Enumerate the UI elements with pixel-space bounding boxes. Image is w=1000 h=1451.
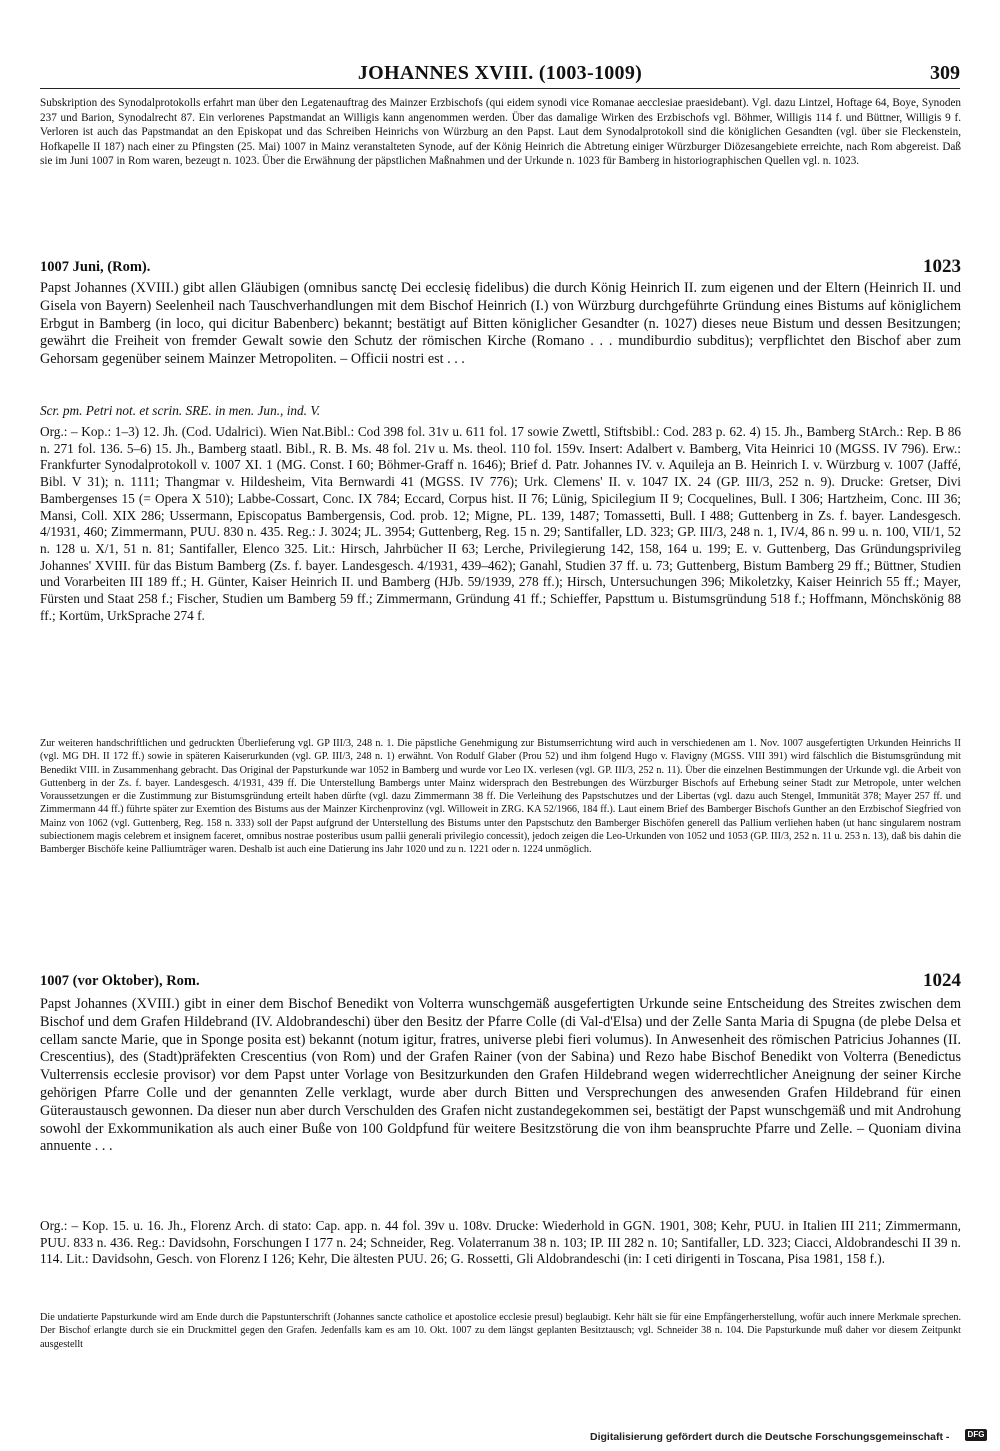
running-header bbox=[40, 62, 960, 89]
intro-note: Subskription des Synodalprotokolls erfahrt man über den Legatenauftrag des Mainzer Erzbischofs (qui eidem synodi vice Romanae aecclesiae praesidebant). Vgl. dazu Lintzel, Hoftage 64, Boye, Synoden 237 und Barion, Synodalrecht 87. Ein verlorenes Papstmandat an Willigis kann angenommen werden. Über das damalige Wirken des Erzbischofs vgl. Böhmer, Willigis 114 f. und Büttner, Willigis 9 f. Verloren ist auch das Papstmandat an den Episkopat und das Schreiben Heinrichs von Würzburg an den Papst. Laut dem Synodalprotokoll sind die königlichen Gesandten (vgl. über sie Fleckenstein, Hofkapelle II 187) nach einer zu Pfingsten (25. Mai) 1007 in Mainz veranstalteten Synode, auf der König Heinrich die Abtretung einiger Würzburger Diözesangebiete erreichte, nach Rom abgereist. Daß sie im Juni 1007 in Rom waren, bezeugt n. 1023. Über die Erwähnung der päpstlichen Maßnahmen und der Urkunde n. 1023 für Bamberg in historiographischen Quellen vgl. n. 1023. bbox=[40, 97, 961, 168]
regest-1023-heading bbox=[40, 256, 961, 278]
page-header-title: JOHANNES XVIII. (1003-1009) bbox=[357, 62, 643, 84]
regest-1024-commentary: Die undatierte Papsturkunde wird am Ende durch die Papstunterschrift (Johannes sancte catholice et apostolice ecclesie presul) beglaubigt. Kehr hält sie für eine Empfängerherstellung, wofür auch innere Merkmale sprechen. Der Bischof erlangte durch sie ein Druckmittel gegen den Grafen. Jedenfalls kam es am 10. Okt. 1007 zu dem längst geplanten Besitztausch; vgl. Schneider 38 n. 104. Die Papsturkunde muß daher vor diesem Zeitpunkt ausgestellt bbox=[40, 1312, 961, 1350]
regest-1023-commentary: Zur weiteren handschriftlichen und gedruckten Überlieferung vgl. GP III/3, 248 n. 1. Die päpstliche Genehmigung zur Bistumserrichtung wird auch in verschiedenen am 1. Nov. 1007 ausgefertigten Urkunden Heinrichs II (vgl. MG DH. II 172 ff.) sowie in späteren Kaiserurkunden (vgl. GP. III/3, 248 n. 1) erwähnt. Von Rodulf Glaber (Prou 52) und ihm folgend Hugo v. Flavigny (MGSS. VIII 391) wird fälschlich die Bistumsgründung mit Benedikt VIII. in Zusammenhang gebracht. Das Original der Papsturkunde war 1052 in Bamberg und wurde vor Leo IX. verlesen (vgl. GP. III/3, 252 n. 11). Über die einzelnen Bestimmungen der Urkunde vgl. die Arbeit von Guttenberg in der Zs. f. bayer. Landesgesch. 4/1931, 439 ff. Die Unterstellung Bambergs unter Mainz widersprach den Bestrebungen des Würzburger Bischofs auf Erhebung seiner Stadt zur Metropole, unter welchen Voraussetzungen er die Zustimmung zur Bistumsgründung erteilt haben dürfte (vgl. dazu Zimmermann 38 ff. Die Verleihung des Papstschutzes und der Libertas (vgl. dazu auch Stengel, Immunität 378; Mayer 257 ff. und Zimmermann 44 ff.) führte später zur Exemtion des Bistums aus der Mainzer Kirchenprovinz (vgl. Willoweit in ZRG. KA 52/1966, 184 ff.). Laut einem Brief des Bamberger Bischofs Gunther an den Erzbischof Siegfried von Mainz von 1062 (vgl. Guttenberg, Reg. 158 n. 333) soll der Papst aufgrund der Unterstellung des Bistums unter den Papstschutz den Bamberger Bischöfen generell das Pallium verliehen haben (ut hanc singularem nostram subiectionem magis celebrem et insignem faceret, omnibus nostrae posteribus usum pallii generali privilegio concessit), jedoch zeigen die Leo-Urkunden von 1052 und 1053 (GP. III/3, 252 n. 11 u. 253 n. 13), daß bis dahin die Bamberger Bischöfe keine Palliumträger waren. Deshalb ist auch eine Datierung ins Jahr 1020 und zu n. 1221 oder n. 1224 unmöglich. bbox=[40, 738, 961, 856]
dfg-logo: DFG bbox=[965, 1429, 987, 1441]
regest-1024-heading bbox=[40, 970, 961, 992]
regest-date: 1007 (vor Oktober), Rom. bbox=[40, 973, 200, 989]
regest-1023-subscription: Scr. pm. Petri not. et scrin. SRE. in men. Jun., ind. V. bbox=[40, 403, 321, 418]
regest-1024-sources: Org.: – Kop. 15. u. 16. Jh., Florenz Arch. di stato: Cap. app. n. 44 fol. 39v u. 108v. Drucke: Wiederhold in GGN. 1901, 308; Kehr, PUU. in Italien III 211; Zimmermann, PUU. 833 n. 436. Reg.: Davidsohn, Forschungen I 177 n. 24; Schneider, Reg. Volaterranum 38 n. 103; IP. III 282 n. 10; Santifaller, LD. 323; Ciacci, Aldobrandeschi II 39 n. 114. Lit.: Davidsohn, Gesch. von Florenz I 126; Kehr, Die ältesten PUU. 26; G. Rossetti, Gli Aldobrandeschi (in: I ceti dirigenti in Toscana, Pisa 1981, 158 f.). bbox=[40, 1218, 961, 1267]
regest-1024-text: Papst Johannes (XVIII.) gibt in einer dem Bischof Benedikt von Volterra wunschgemäß ausgefertigten Urkunde seine Entscheidung des Streites zwischen dem Bischof und dem Grafen Hildebrand (IV. Aldobrandeschi) über den Besitz der Pfarre Colle (di Val-d'Elsa) und der Zelle Santa Maria di Spugna (de plebe Delsa et cellam sancte Marie, que in Sponge posita est) bekannt (notum igitur, fratres, universe plebi fieri volumus). In Anwesenheit des römischen Patricius Johannes (II. Crescentius), des (Stadt)präfekten Crescentius (von Rom) und der Grafen Rainer (von der Sabina) und Rezo habe Bischof Benedikt von Volterra (Benedictus Vulterrensis ecclesie provisor) vor dem Papst unter Vorlage von Besitzurkunden den Grafen Hildebrand wegen widerrechtlicher Aneignung der seiner Kirche gehörigen Pfarre Colle und der genannten Zelle verklagt, wurde aber durch Bitten und Versprechungen des anwesenden Grafen Hildebrand für einen Güteraustausch gewonnen. Da dieser nun aber durch Verschulden des Grafen nicht zustandegekommen sei, bestätigt der Papst wunschgemäß und mit Androhung sowohl der Exkommunikation als auch einer Buße von 100 Goldpfund für weitere Besitzstörung die von ihm beanspruchte Pfarre und Zelle. – Quoniam divina annuente . . . bbox=[40, 996, 961, 1155]
regest-1023-sources: Org.: – Kop.: 1–3) 12. Jh. (Cod. Udalrici). Wien Nat.Bibl.: Cod 398 fol. 31v u. 611 fol. 17 sowie Zwettl, Stiftsbibl.: Cod. 283 p. 62. 4) 15. Jh., Bamberg StArch.: Rep. B 86 n. 271 fol. 136. 5–6) 15. Jh., Bamberg staatl. Bibl., R. B. Ms. 48 fol. 21v u. Ms. theol. 110 fol. 159v. Insert: Adalbert v. Bamberg, Vita Heinrici 10 (MGSS. IV 796). Erw.: Frankfurter Synodalprotokoll v. 1007 XI. 1 (MG. Const. I 60; Böhmer-Graff n. 1646); Brief d. Patr. Johannes IV. v. Aquileja an B. Heinrich I. v. Würzburg v. 1007 (Jaffé, Bibl. V 31); n. 1111; Thangmar v. Hildesheim, Vita Bernwardi 41 (MGSS. IV 776); Urk. Clemens' II. v. 1047 IX. 24 (GP. III/3, 252 n. 9). Drucke: Gretser, Divi Bambergenses 15 (= Opera X 510); Labbe-Cossart, Conc. IX 784; Eccard, Corpus hist. II 76; Lünig, Spicilegium II 9; Cocquelines, Bull. I 306; Hartzheim, Conc. III 36; Mansi, Coll. XIX 286; Ussermann, Episcopatus Bambergensis, Cod. prob. 12; Migne, PL. 139, 1487; Tomassetti, Bull. I 488; Guttenberg in Zs. f. bayer. Landesgesch. 4/1931, 460; Zimmermann, PUU. 830 n. 435. Reg.: J. 3024; JL. 3954; Guttenberg, Reg. 15 n. 29; Santifaller, LD. 323; GP. III/3, 248 n. 1, IV/4, 86 n. 99 u. n. 100, VII/1, 52 n. 128 u. X/1, 51 n. 81; Santifaller, Elenco 325. Lit.: Hirsch, Jahrbücher II 63; Lerche, Privilegierung 142, 158, 164 u. 199; E. v. Guttenberg, Das Gründungsprivileg Johannes' XVIII. für das Bistum Bamberg (Zs. f. bayer. Landesgesch. 4/1931, 439–462); Ganahl, Studien 37 ff. u. 73; Guttenberg, Bistum Bamberg 29 ff.; Büttner, Studien und Vorarbeiten III 189 ff.; H. Günter, Kaiser Heinrich II. und Bamberg (HJb. 59/1939, 278 ff.); Hirsch, Untersuchungen 396; Mikoletzky, Kaiser Heinrich 55 ff.; Mayer, Fürsten und Staat 258 f.; Fischer, Studien um Bamberg 59 ff.; Zimmermann, Gründung 41 ff.; Schieffer, Papsttum u. Bistumsgründung 518 f.; Hoffmann, Mönchskönig 88 ff.; Kortüm, UrkSprache 274 f. bbox=[40, 424, 961, 623]
digitization-credit: Digitalisierung gefördert durch die Deutsche Forschungsgemeinschaft - bbox=[590, 1431, 950, 1443]
regest-number: 1023 bbox=[923, 256, 961, 277]
page-number: 309 bbox=[930, 62, 960, 84]
regest-number: 1024 bbox=[923, 970, 961, 991]
regest-1023-text: Papst Johannes (XVIII.) gibt allen Gläubigen (omnibus sanctę Dei ecclesię fidelibus) die durch König Heinrich II. zum eigenen und der Eltern (Heinrich II. und Gisela von Bayern) Seelenheil nach Tauschverhandlungen mit dem Bischof Heinrich (I.) von Würzburg durchgeführte Gründung eines Bistums auf königlichem Erbgut in Bamberg (in loco, qui dicitur Babenberc) bekannt; bestätigt auf Bitten königlicher Gesandter (n. 1027) dieses neue Bistum und dessen Besitzungen; gewährt die Freiheit von fremder Gewalt sowie den Schutz der römischen Kirche (Romano . . . mundiburdio subditus); verpflichtet den Bischof aber zum Gehorsam gegenüber seinem Mainzer Metropoliten. – Officii nostri est . . . bbox=[40, 280, 961, 368]
regest-date: 1007 Juni, (Rom). bbox=[40, 259, 151, 275]
